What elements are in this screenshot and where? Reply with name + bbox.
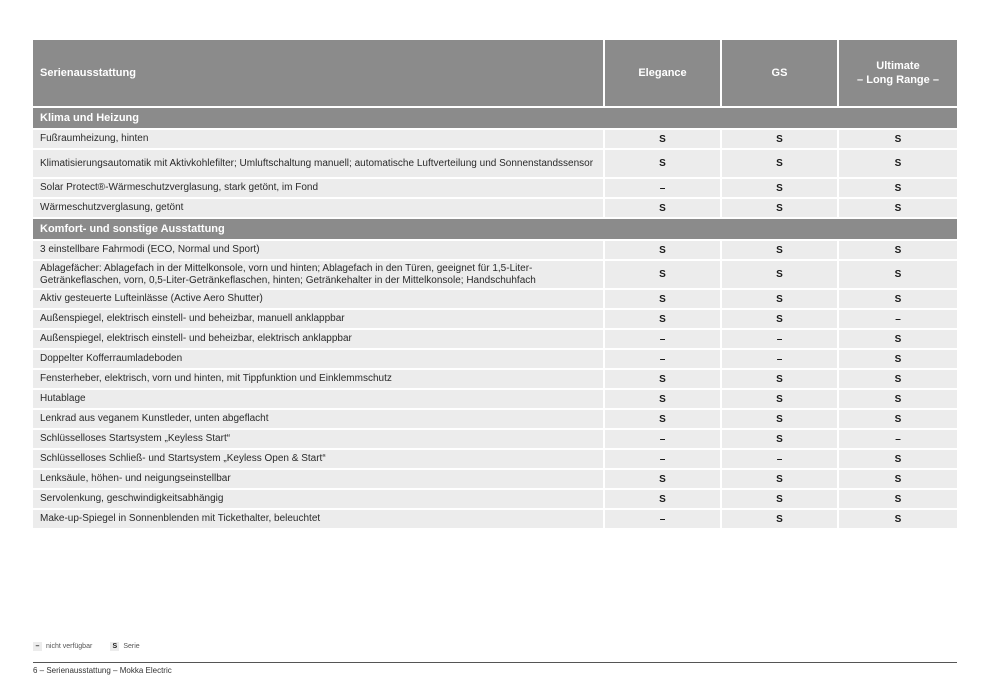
elegance-value: – (605, 330, 722, 348)
elegance-value: S (605, 199, 722, 217)
elegance-value: S (605, 490, 722, 508)
table-header (33, 40, 957, 108)
header-elegance-column: Elegance (605, 40, 722, 106)
elegance-value: S (605, 241, 722, 259)
feature-label: Wärmeschutzverglasung, getönt (33, 199, 605, 217)
elegance-value: S (605, 261, 722, 288)
gs-value: S (722, 470, 839, 488)
gs-value: S (722, 261, 839, 288)
feature-label: Klimatisierungsautomatik mit Aktivkohlefilter; Umluftschaltung manuell; automatische Luftverteilung und Sonnenstandssensor (33, 150, 605, 177)
legend-s-text: Serie (123, 643, 140, 650)
table-row (33, 179, 957, 199)
ultimate-value: S (894, 493, 902, 505)
legend-dash-text: nicht verfügbar (46, 643, 93, 650)
ultimate-value: S (894, 373, 902, 385)
gs-value: – (722, 450, 839, 468)
ultimate-value: S (894, 353, 902, 365)
feature-label: Außenspiegel, elektrisch einstell- und beheizbar, manuell anklappbar (33, 310, 605, 328)
section-title: Klima und Heizung (33, 108, 957, 130)
gs-value: S (722, 410, 839, 428)
table-row (33, 430, 957, 450)
elegance-value: S (605, 290, 722, 308)
table-row (33, 510, 957, 530)
section-title: Komfort- und sonstige Ausstattung (33, 219, 957, 241)
feature-label: Lenkrad aus veganem Kunstleder, unten abgeflacht (33, 410, 605, 428)
feature-label: 3 einstellbare Fahrmodi (ECO, Normal und Sport) (33, 241, 605, 259)
gs-value: S (722, 510, 839, 528)
ultimate-value: S (894, 513, 902, 525)
ultimate-value: S (894, 333, 902, 345)
header-ultimate-column: Ultimate – Long Range – (857, 60, 939, 86)
legend-s-symbol: S (110, 642, 119, 651)
table-row (33, 130, 957, 150)
ultimate-value: S (894, 293, 902, 305)
elegance-value: S (605, 130, 722, 148)
ultimate-value: S (894, 158, 902, 169)
table-row (33, 241, 957, 261)
header-gs-column: GS (722, 40, 839, 106)
gs-value: S (722, 199, 839, 217)
ultimate-value: S (894, 453, 902, 465)
table-row (33, 310, 957, 330)
elegance-value: S (605, 310, 722, 328)
gs-value: S (722, 150, 839, 177)
feature-label: Lenksäule, höhen- und neigungseinstellbar (33, 470, 605, 488)
elegance-value: – (605, 450, 722, 468)
ultimate-value: – (895, 313, 901, 325)
elegance-value: – (605, 179, 722, 197)
gs-value: S (722, 390, 839, 408)
gs-value: – (722, 330, 839, 348)
feature-label: Schlüsselloses Startsystem „Keyless Start“ (33, 430, 605, 448)
feature-label: Hutablage (33, 390, 605, 408)
table-row (33, 290, 957, 310)
feature-label: Doppelter Kofferraumladeboden (33, 350, 605, 368)
gs-value: S (722, 370, 839, 388)
table-row (33, 261, 957, 290)
table-row (33, 390, 957, 410)
elegance-value: S (605, 370, 722, 388)
feature-label: Make-up-Spiegel in Sonnenblenden mit Tickethalter, beleuchtet (33, 510, 605, 528)
ultimate-value: S (894, 393, 902, 405)
elegance-value: S (605, 410, 722, 428)
feature-label: Schlüsselloses Schließ- und Startsystem „Keyless Open & Start“ (33, 450, 605, 468)
table-row (33, 199, 957, 219)
table-row (33, 450, 957, 470)
gs-value: S (722, 310, 839, 328)
table-row (33, 410, 957, 430)
feature-label: Servolenkung, geschwindigkeitsabhängig (33, 490, 605, 508)
table-row (33, 330, 957, 350)
footer-divider (33, 662, 957, 663)
feature-label: Aktiv gesteuerte Lufteinlässe (Active Aero Shutter) (33, 290, 605, 308)
elegance-value: – (605, 510, 722, 528)
elegance-value: S (605, 390, 722, 408)
ultimate-value: S (894, 182, 902, 194)
page-footer: 6 – Serienausstattung – Mokka Electric (33, 666, 172, 675)
legend (33, 642, 140, 651)
feature-label: Fensterheber, elektrisch, vorn und hinten, mit Tippfunktion und Einklemmschutz (33, 370, 605, 388)
table-row (33, 150, 957, 179)
feature-label: Fußraumheizung, hinten (33, 130, 605, 148)
table-row (33, 350, 957, 370)
header-feature-column: Serienausstattung (33, 40, 605, 106)
ultimate-value: S (894, 473, 902, 485)
equipment-table (33, 40, 957, 530)
table-row (33, 370, 957, 390)
feature-label: Außenspiegel, elektrisch einstell- und beheizbar, elektrisch anklappbar (33, 330, 605, 348)
legend-dash-symbol: – (33, 642, 42, 651)
gs-value: S (722, 290, 839, 308)
elegance-value: S (605, 470, 722, 488)
ultimate-value: S (894, 202, 902, 214)
gs-value: S (722, 490, 839, 508)
ultimate-value: S (894, 133, 902, 145)
ultimate-value: – (895, 433, 901, 445)
ultimate-value: S (894, 244, 902, 256)
gs-value: S (722, 430, 839, 448)
feature-label: Ablagefächer: Ablagefach in der Mittelkonsole, vorn und hinten; Ablagefach in den Türen, geeignet für 1,5-Liter-Getränkeflaschen, vorn, 0,5-Liter-Getränkeflaschen, hinten; Getränkehalter in der Mittelkonsole; Handschuhfach (33, 261, 605, 288)
elegance-value: – (605, 350, 722, 368)
gs-value: S (722, 130, 839, 148)
elegance-value: S (605, 150, 722, 177)
elegance-value: – (605, 430, 722, 448)
ultimate-value: S (894, 269, 902, 280)
feature-label: Solar Protect®-Wärmeschutzverglasung, stark getönt, im Fond (33, 179, 605, 197)
gs-value: S (722, 241, 839, 259)
table-row (33, 490, 957, 510)
gs-value: S (722, 179, 839, 197)
ultimate-value: S (894, 413, 902, 425)
gs-value: – (722, 350, 839, 368)
table-row (33, 470, 957, 490)
